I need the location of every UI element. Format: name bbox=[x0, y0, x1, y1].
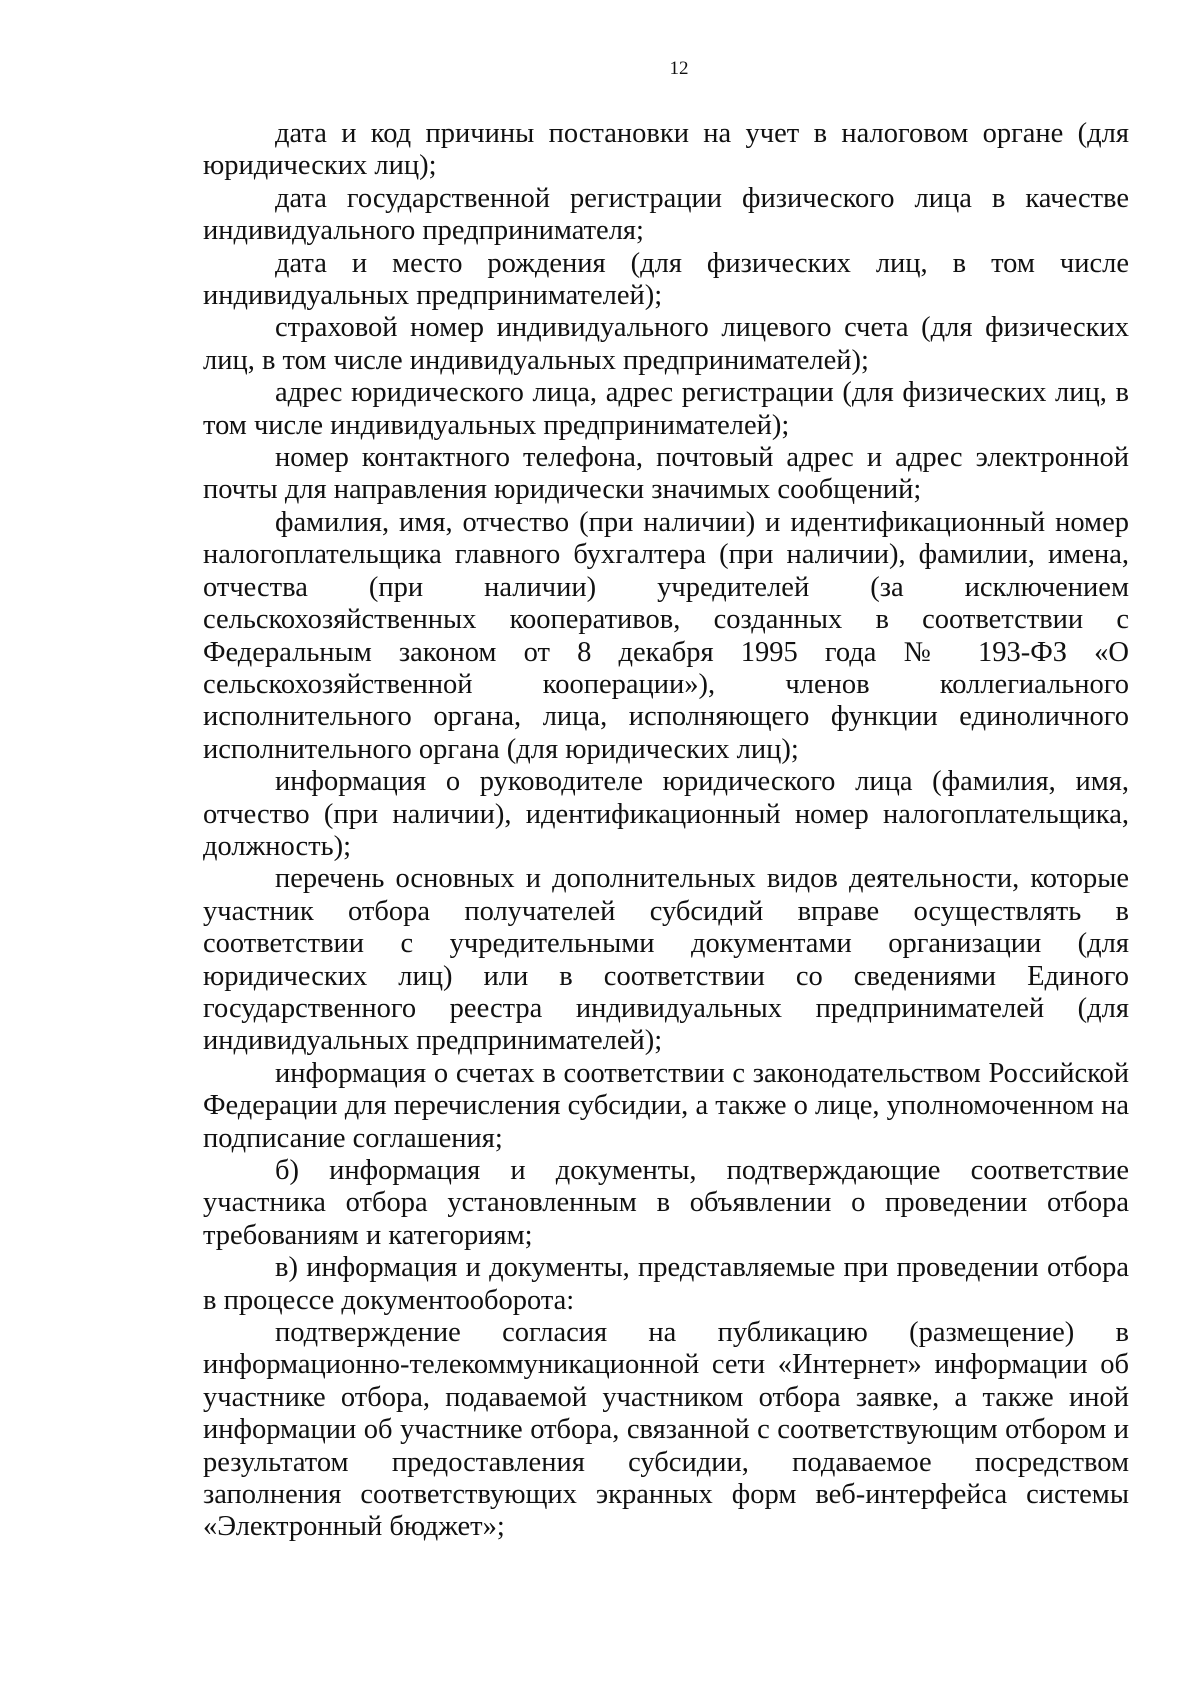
page-number: 12 bbox=[669, 58, 689, 79]
paragraph-item-b: б) информация и документы, подтверждающие соответствие участника отбора установленным в объявлении о проведении отбора требованиям и категориям; bbox=[203, 1155, 1129, 1251]
paragraph-insurance-number: страховой номер индивидуального лицевого счета (для физических лиц, в том числе индивидуальных предпринимателей); bbox=[203, 312, 1129, 376]
paragraph-tax-registration-date: дата и код причины постановки на учет в налоговом органе (для юридических лиц); bbox=[203, 118, 1129, 182]
paragraph-publication-consent: подтверждение согласия на публикацию (размещение) в информационно-телекоммуникационной сети «Интернет» информации об участнике отбора, подаваемой участником отбора заявке, а также иной информации об участнике отбора, связанной с соответствующим отбором и результатом предоставления субсидии, подаваемое посредством заполнения соответствующих экранных форм веб-интерфейса системы «Электронный бюджет»; bbox=[203, 1317, 1129, 1543]
paragraph-birth-date-place: дата и место рождения (для физических лиц, в том числе индивидуальных предпринимателей); bbox=[203, 247, 1129, 312]
paragraph-contact-info: номер контактного телефона, почтовый адрес и адрес электронной почты для направления юридически значимых сообщений; bbox=[203, 442, 1129, 506]
paragraph-activities-list: перечень основных и дополнительных видов деятельности, которые участник отбора получателей субсидий вправе осуществлять в соответствии с учредительными документами организации (для юридических лиц) или в соответствии со сведениями Единого государственного реестра индивидуальных предпринимателей (для индивидуальных предпринимателей); bbox=[203, 863, 1129, 1057]
paragraph-legal-address: адрес юридического лица, адрес регистрации (для физических лиц, в том числе индивидуальных предпринимателей); bbox=[203, 377, 1129, 441]
paragraph-item-v: в) информация и документы, представляемые при проведении отбора в процессе документооборота: bbox=[203, 1252, 1129, 1316]
paragraph-accounts-info: информация о счетах в соответствии с законодательством Российской Федерации для перечисления субсидии, а также о лице, уполномоченном на подписание соглашения; bbox=[203, 1057, 1129, 1154]
document-body bbox=[203, 118, 1129, 1544]
paragraph-accountant-founders: фамилия, имя, отчество (при наличии) и идентификационный номер налогоплательщика главного бухгалтера (при наличии), фамилии, имена, отчества (при наличии) учредителей (за исключением сельскохозяйственных кооперативов, созданных в соответствии с Федеральным законом от 8 декабря 1995 года № 193-ФЗ «О сельскохозяйственной кооперации»), членов коллегиального исполнительного органа, лица, исполняющего функции единоличного исполнительного органа (для юридических лиц); bbox=[203, 506, 1129, 765]
paragraph-entrepreneur-registration-date: дата государственной регистрации физического лица в качестве индивидуального предпринимателя; bbox=[203, 182, 1129, 247]
paragraph-head-info: информация о руководителе юридического лица (фамилия, имя, отчество (при наличии), идентификационный номер налогоплательщика, должность); bbox=[203, 766, 1129, 862]
